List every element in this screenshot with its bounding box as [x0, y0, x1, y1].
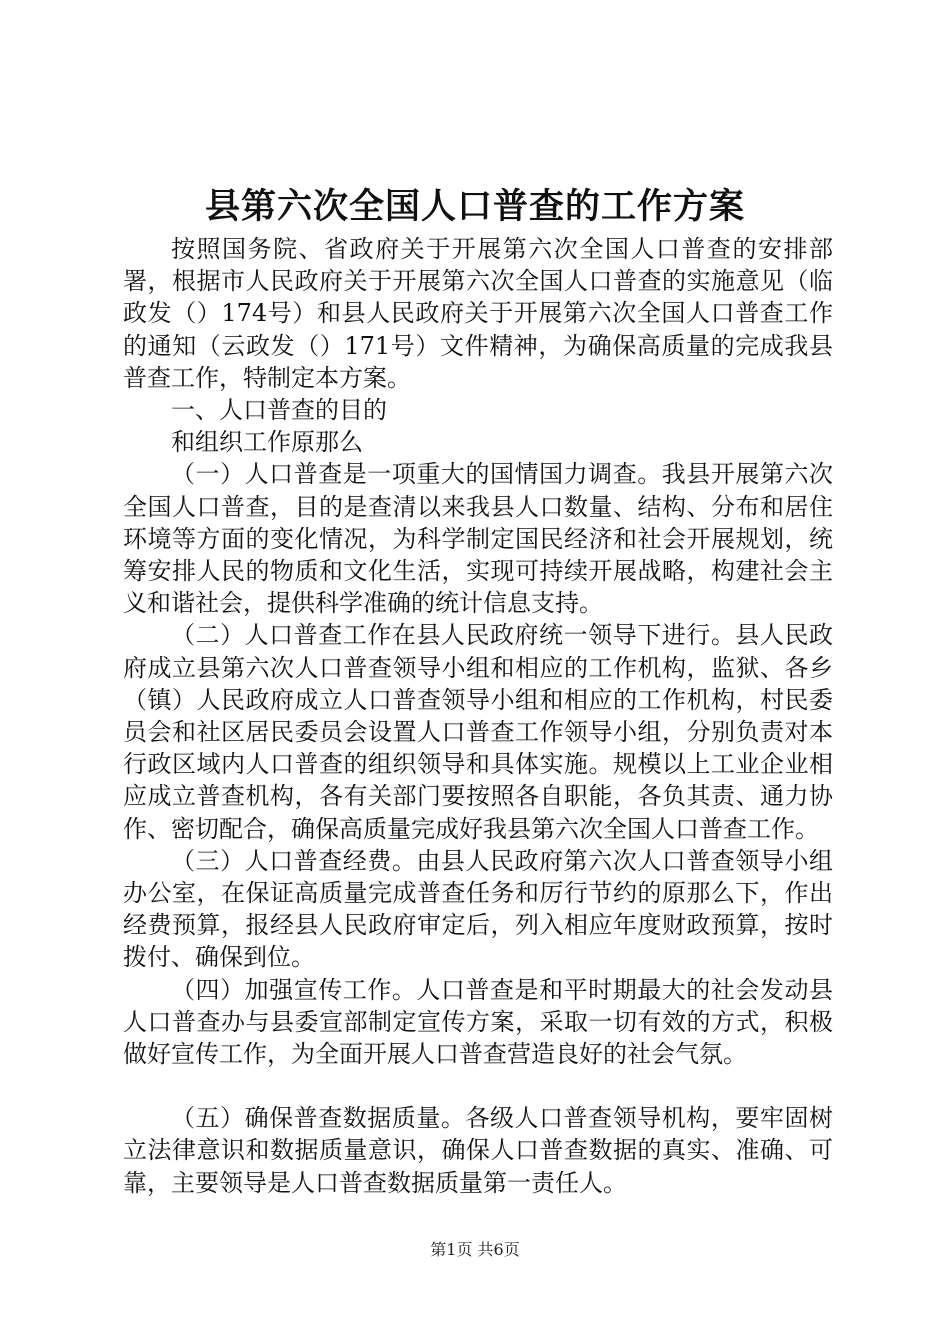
section-subheading: 和组织工作原那么 — [171, 428, 363, 457]
paragraph-item-4: （四）加强宣传工作。人口普查是和平时期最大的社会发动县人口普查办与县委宣部制定宣传方案，采取一切有效的方式，积极做好宣传工作，为全面开展人口普查营造良好的社会气氛。 — [123, 975, 833, 1069]
paragraph-intro: 按照国务院、省政府关于开展第六次全国人口普查的安排部署，根据市人民政府关于开展第六次全国人口普查的实施意见（临政发（）174号）和县人民政府关于开展第六次全国人口普查工作的通知（云政发（）171号）文件精神，为确保高质量的完成我县普查工作，特制定本方案。 — [123, 235, 833, 392]
section-heading: 一、人口普查的目的 — [171, 396, 387, 425]
paragraph-item-3: （三）人口普查经费。由县人民政府第六次人口普查领导小组办公室，在保证高质量完成普查任务和厉行节约的原那么下，作出经费预算，报经县人民政府审定后，列入相应年度财政预算，按时拨付、确保到位。 — [123, 846, 833, 972]
paragraph-item-2: （二）人口普查工作在县人民政府统一领导下进行。县人民政府成立县第六次人口普查领导小组和相应的工作机构，监狱、各乡（镇）人民政府成立人口普查领导小组和相应的工作机构，村民委员会和社区居民委员会设置人口普查工作领导小组，分别负责对本行政区域内人口普查的组织领导和具体实施。规模以上工业企业相应成立普查机构，各有关部门要按照各自职能，各负其责、通力协作、密切配合，确保高质量完成好我县第六次全国人口普查工作。 — [123, 621, 833, 843]
paragraph-item-5: （五）确保普查数据质量。各级人口普查领导机构，要牢固树立法律意识和数据质量意识，确保人口普查数据的真实、准确、可靠，主要领导是人口普查数据质量第一责任人。 — [123, 1104, 833, 1197]
paragraph-item-1: （一）人口普查是一项重大的国情国力调查。我县开展第六次全国人口普查，目的是查清以来我县人口数量、结构、分布和居住环境等方面的变化情况，为科学制定国民经济和社会开展规划，统筹安排人民的物质和文化生活，实现可持续开展战略，构建社会主义和谐社会，提供科学准确的统计信息支持。 — [123, 460, 833, 618]
page-footer: 第1页 共6页 — [430, 1240, 520, 1259]
document-body — [123, 233, 833, 1199]
document-title: 县第六次全国人口普查的工作方案 — [204, 186, 745, 227]
